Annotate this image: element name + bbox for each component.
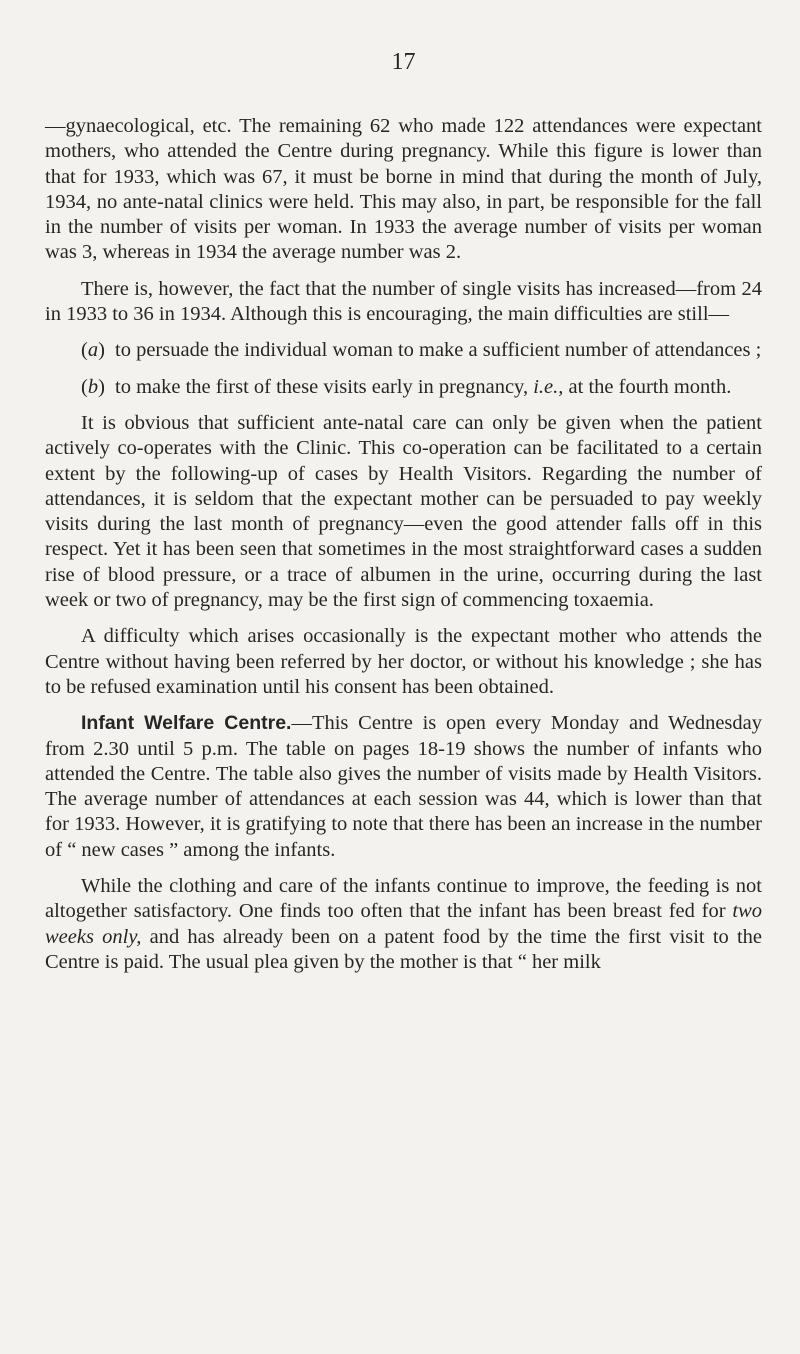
list-marker-b: (b) <box>81 375 105 398</box>
list-item-b <box>45 375 762 400</box>
paragraph-5-body: —This Centre is open every Monday and Wednesday from 2.30 until 5 p.m. The table on pages 18-19 shows the number of infants who attended the Centre. The table also gives the number of visits made by Health Visitors. The average number of attendances at each session was 44, which is lower than that for 1933. However, it is gratifying to note that there has been an increase in the number of “ new cases ” among the infants. <box>45 712 762 861</box>
paragraph-4: A difficulty which arises occasionally is the expectant mother who attends the Centre without having been referred by her doctor, or without his knowledge ; she has to be refused examination until his consent has been obtained. <box>45 625 762 698</box>
list-marker-a: (a) <box>81 339 105 362</box>
paragraph-1: —gynaecological, etc. The remaining 62 who made 122 attendances were expectant mothers, who attended the Centre during pregnancy. While this figure is lower than that for 1933, which was 67, it must be borne in mind that during the month of July, 1934, no ante-natal clinics were held. This may also, in part, be responsible for the fall in the number of visits per woman. In 1933 the average number of visits per woman was 3, whereas in 1934 the average number was 2. <box>45 115 762 264</box>
page-number: 17 <box>391 49 416 75</box>
paragraph-6: While the clothing and care of the infants continue to improve, the feeding is not altogether satisfactory. One finds too often that the infant has been breast fed for two weeks only, and has already been on a patent food by the time the first visit to the Centre is paid. The usual plea given by the mother is that “ her milk <box>45 875 762 973</box>
paragraph-3: It is obvious that sufficient ante-natal care can only be given when the patient actively co-operates with the Clinic. This co-operation can be facilitated to a certain extent by the following-up of cases by Health Visitors. Regarding the number of attendances, it is seldom that the expectant mother can be persuaded to pay weekly visits during the last month of pregnancy—even the good attender falls off in this respect. Yet it has been seen that sometimes in the most straightforward cases a sudden rise of blood pressure, or a trace of albumen in the urine, occurring during the last week or two of pregnancy, may be the first sign of commencing toxaemia. <box>45 411 762 612</box>
paragraph-5 <box>45 711 762 863</box>
emphasis-two-weeks: two weeks only, <box>45 900 762 948</box>
list-text-b: to make the first of these visits early in pregnancy, i.e., at the fourth month. <box>115 375 732 398</box>
list-item-a <box>45 338 762 363</box>
paragraph-2: There is, however, the fact that the number of single visits has increased—from 24 in 1933 to 36 in 1934. Although this is encouraging, the main difficulties are still— <box>45 277 762 326</box>
list-text-a: to persuade the individual woman to make a sufficient number of attendances ; <box>115 339 762 362</box>
section-heading-infant-welfare: Infant Welfare Centre. <box>81 712 292 735</box>
